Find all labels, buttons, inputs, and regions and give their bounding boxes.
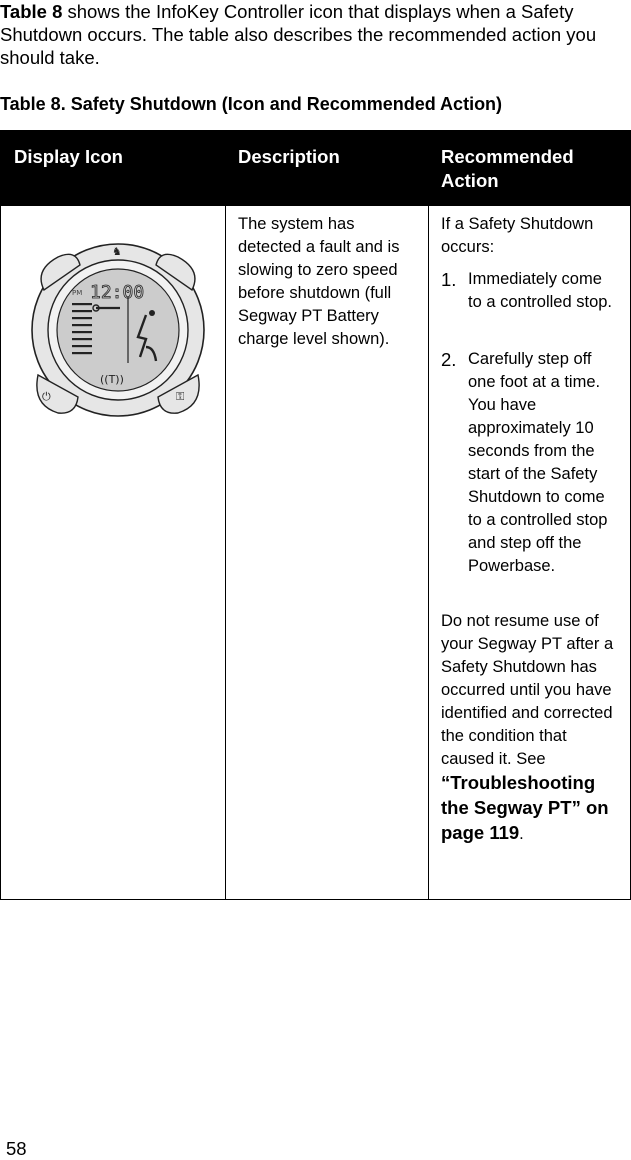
header-description: Description <box>238 146 340 167</box>
step-number: 2. <box>441 349 457 370</box>
intro-paragraph <box>0 0 631 69</box>
note-end: . <box>519 825 524 843</box>
step-text: Carefully step off one foot at a time. You have approximately 10 seconds from the start of the Safety Shutdown to come to a controlled stop and step off the Powerbase. <box>468 350 608 575</box>
header-recommended-line1: Recommended <box>441 146 574 167</box>
action-intro: If a Safety Shutdown occurs: <box>441 215 594 256</box>
header-display-icon: Display Icon <box>14 146 123 167</box>
controller-graphic <box>28 235 208 425</box>
signal-icon: ((T)) <box>100 373 124 386</box>
step-text: Immediately come to a controlled stop. <box>468 270 613 311</box>
infokey-controller-icon <box>28 235 208 425</box>
note-text: Do not resume use of your Segway PT after a Safety Shutdown has occurred until you have identified and corrected the condition that caused it. See <box>441 612 614 768</box>
power-icon: ⏻ <box>42 390 51 403</box>
table-title: Table 8. Safety Shutdown (Icon and Recommended Action) <box>0 94 503 114</box>
column-divider <box>428 206 429 900</box>
header-recommended-line2: Action <box>441 170 499 191</box>
column-divider <box>225 206 226 900</box>
shutdown-icon <box>149 310 155 316</box>
header-recommended-action <box>441 145 574 193</box>
description-cell: The system has detected a fault and is slowing to zero speed before shutdown (full Segway PT Battery charge level shown). <box>238 215 400 348</box>
action-step <box>441 348 626 598</box>
troubleshooting-link[interactable]: “Troubleshooting the Segway PT” on page 119 <box>441 772 609 843</box>
action-note <box>441 610 621 846</box>
rider-icon: ♞ <box>112 245 122 258</box>
table-header-row <box>1 131 630 206</box>
lock-icon: ⚿ <box>176 390 185 403</box>
intro-table-ref: Table 8 <box>0 1 63 22</box>
intro-text: shows the InfoKey Controller icon that displays when a Safety Shutdown occurs. The table also describes the recommended action you should take. <box>0 1 597 68</box>
step-number: 1. <box>441 269 457 290</box>
ampm-label: PM <box>72 289 83 297</box>
page-number: 58 <box>6 1138 27 1159</box>
action-step <box>441 268 626 338</box>
clock-time: 12:00 <box>90 282 145 303</box>
